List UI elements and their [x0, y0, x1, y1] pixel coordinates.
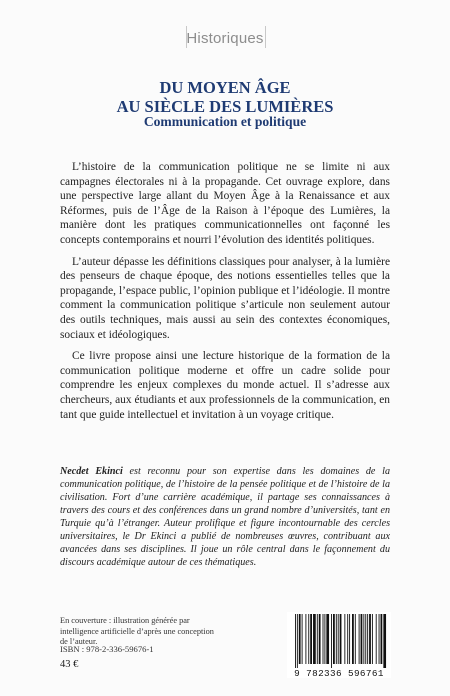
price: 43 € — [60, 659, 79, 670]
barcode-bar — [340, 614, 342, 664]
barcode-digits: 9 782336 596761 — [294, 668, 384, 679]
barcode-bar — [363, 614, 364, 664]
barcode-bar — [302, 614, 303, 664]
barcode-bar — [367, 614, 368, 664]
barcode-bar — [355, 614, 356, 664]
author-bio-text: est reconnu pour son expertise dans les domaines de la communication politique, de l’histoire de la pensée politique et de l’histoire de la civilisation. Fort d’une carrière académique, il partage ses connaissances à travers des cours et des conférences dans un grand nombre d’universités, tant en Turquie qu’à l’étranger. Auteur prolifique et figure incontournable des cercles universitaires, le Dr Ekinci a publié de nombreuses œuvres, contribuant aux avancées dans ses disciplines. Il joue un rôle central dans le façonnement du discours académique autour de ces thématiques. — [60, 466, 390, 568]
barcode-bar — [359, 614, 360, 664]
barcode-bar — [344, 614, 345, 664]
barcode-bar — [323, 614, 324, 664]
isbn: ISBN : 978-2-336-59676-1 — [60, 644, 154, 654]
title-line-2: AU SIÈCLE DES LUMIÈRES — [116, 97, 334, 116]
barcode-bar — [365, 614, 366, 664]
barcode-bar — [361, 614, 363, 664]
barcode-bar — [317, 614, 318, 664]
book-subtitle: Communication et politique — [143, 114, 307, 129]
barcode-bar — [333, 614, 335, 664]
barcode-bar — [326, 614, 329, 664]
barcode-bar — [310, 614, 312, 664]
author-name: Necdet Ekinci — [60, 466, 123, 477]
barcode-bar — [305, 614, 306, 664]
barcode-bar — [297, 614, 298, 668]
summary-text — [60, 160, 390, 429]
title-line-1: DU MOYEN ÂGE — [159, 78, 291, 97]
barcode-bar — [313, 614, 316, 664]
barcode-bar — [299, 614, 301, 664]
barcode — [287, 612, 391, 678]
barcode-bar — [381, 614, 383, 664]
barcode-bar — [372, 614, 373, 664]
barcode-bar — [295, 614, 296, 668]
author-bio — [60, 465, 390, 569]
series-name: Historiques — [186, 30, 264, 47]
barcode-bar — [319, 614, 321, 664]
barcode-bar — [379, 614, 380, 664]
barcode-bar — [383, 614, 386, 668]
barcode-bar — [324, 614, 325, 664]
barcode-bar — [338, 614, 339, 664]
barcode-bar — [331, 614, 332, 668]
barcode-bar — [336, 614, 337, 664]
barcode-bar — [308, 614, 309, 664]
summary-paragraph: Ce livre propose ainsi une lecture historique de la formation de la communication politique moderne et offre un cadre solide pour comprendre les enjeux complexes du monde actuel. Il s’adresse aux chercheurs, aux étudiants et aux professionnels de la communication, en tant que guide intellectuel et invitation à un voyage critique. — [60, 350, 390, 421]
barcode-bar — [347, 614, 348, 664]
barcode-bar — [349, 614, 350, 664]
barcode-bar — [376, 614, 377, 664]
cover-credit: En couverture : illustration générée par intelligence artificielle d’après une conception de l’auteur. — [60, 616, 214, 646]
barcode-bars — [287, 612, 391, 668]
book-title — [0, 78, 450, 116]
summary-paragraph: L’histoire de la communication politique ne se limite ni aux campagnes électorales ni à la propagande. Cet ouvrage explore, dans une perspective large allant du Moyen Âge à la Renaissance et aux Réformes, puis de l’Âge de la Raison à l’époque des Lumières, la manière dont les pratiques communicationnelles ont façonné les concepts contemporains et nourri l’évolution des identités politiques. — [60, 161, 390, 246]
barcode-bar — [369, 614, 371, 664]
summary-paragraph: L’auteur dépasse les définitions classiques pour analyser, à la lumière des penseurs de chaque époque, des notions essentielles telles que la propagande, l’espace public, l’opinion publique et l’idéologie. Il montre comment la communication politique s’articule non seulement autour des outils techniques, mais aussi au sein des contextes économiques, sociaux et idéologiques. — [60, 255, 390, 341]
barcode-bar — [352, 614, 354, 664]
